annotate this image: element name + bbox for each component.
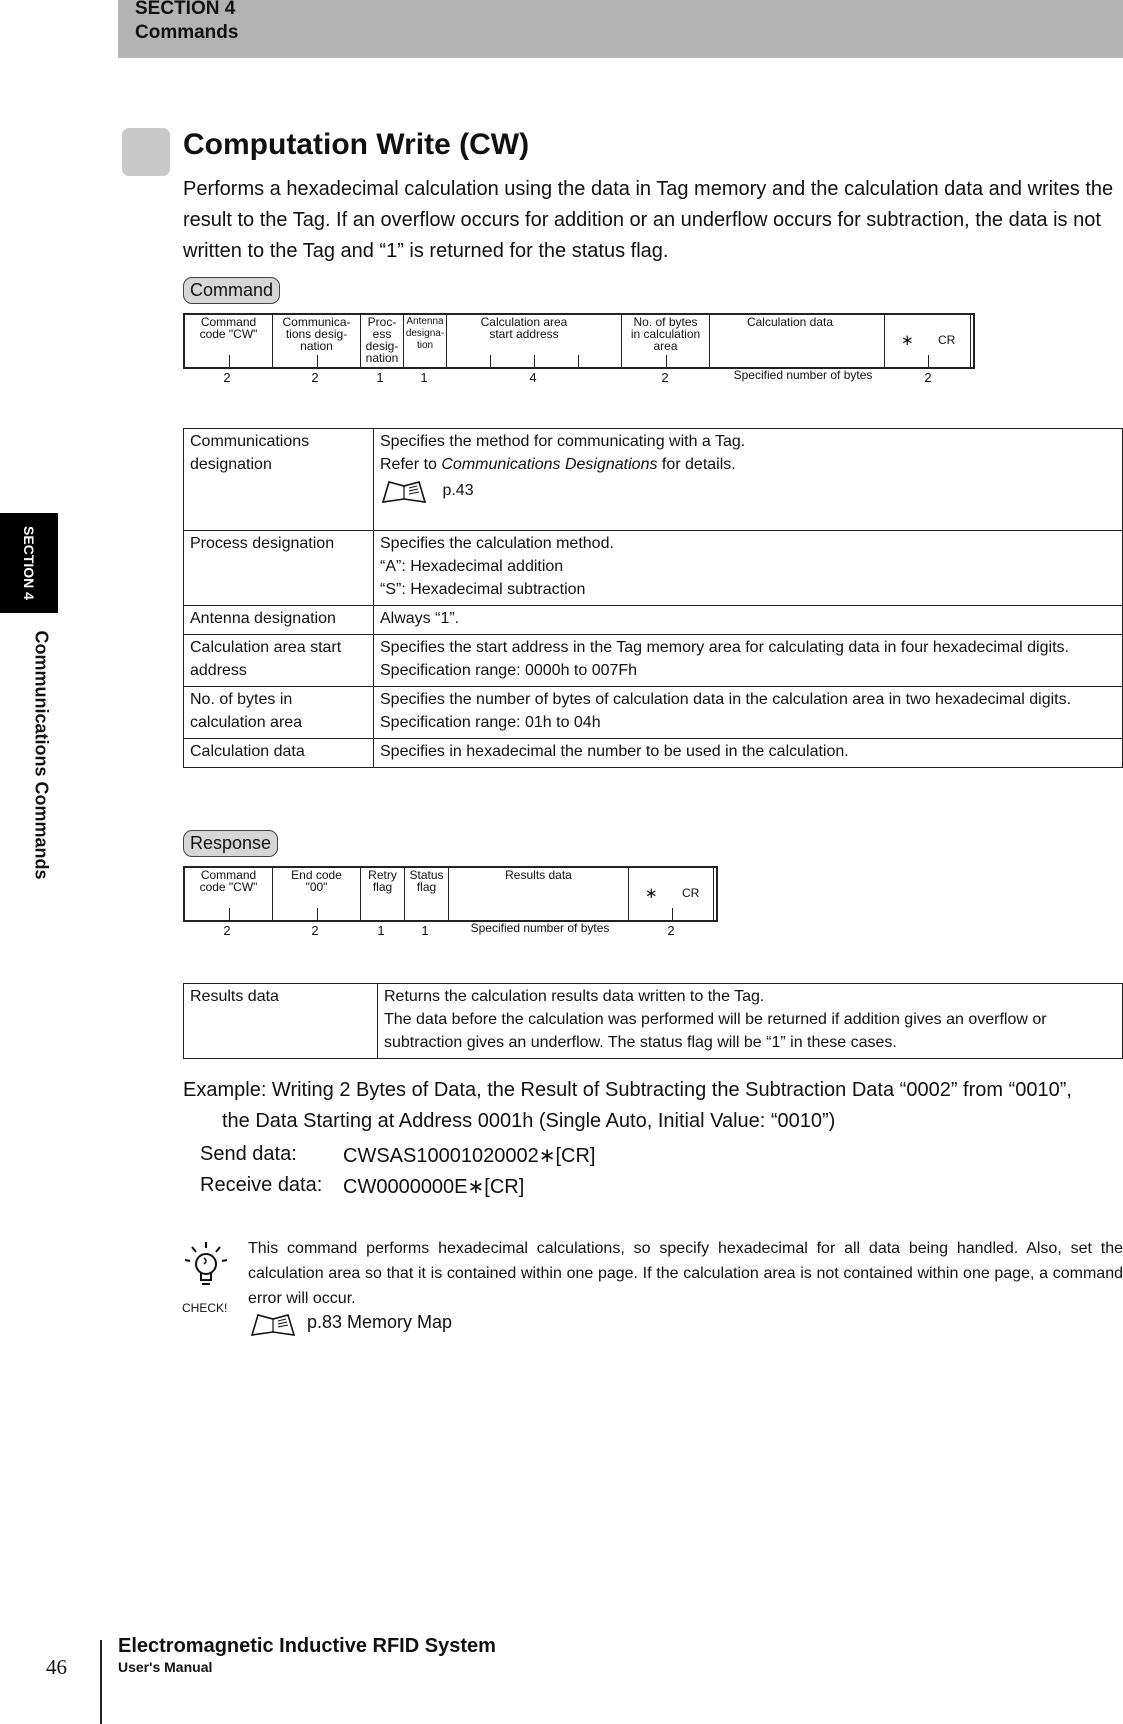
- parameter-description: Returns the calculation results data written to the Tag. The data before the calculation was performed will be returned if addition gives an overflow or subtraction gives an underflow. The status flag will be “1” in these cases.: [378, 984, 1123, 1059]
- response-frame-diagram: [183, 866, 718, 922]
- table-row: [184, 429, 1123, 531]
- parameter-description: Specifies in hexadecimal the number to be used in the calculation.: [374, 739, 1123, 768]
- command-label: Command: [183, 277, 280, 304]
- byte-count: 1: [421, 923, 429, 938]
- byte-count: 1: [377, 923, 385, 938]
- manual-title: Electromagnetic Inductive RFID System: [118, 1635, 496, 1657]
- page-number: 46: [46, 1655, 67, 1679]
- manual-subtitle: User's Manual: [118, 1659, 213, 1675]
- example-block: [183, 1075, 1072, 1137]
- byte-count: 2: [223, 923, 231, 938]
- check-note-text: This command performs hexadecimal calculations, so specify hexadecimal for all data being handled. Also, set the calculation area so that it is contained within one page. If the calculation area is not contained within one page, a command error will occur.: [248, 1240, 1123, 1307]
- table-row: [184, 531, 1123, 606]
- byte-count: 2: [223, 370, 231, 385]
- byte-count: Specified number of bytes: [470, 921, 610, 935]
- command-frame-diagram: [183, 313, 975, 369]
- response-parameter-table: [183, 983, 1123, 1059]
- parameter-name: Calculation area start address: [184, 635, 374, 687]
- cr-symbol: CR: [682, 886, 700, 900]
- page-reference[interactable]: p.43: [442, 482, 474, 500]
- parameter-description: Always “1”.: [374, 606, 1123, 635]
- table-row: [184, 606, 1123, 635]
- header-section-title: Commands: [135, 22, 239, 43]
- parameter-name: No. of bytes in calculation area: [184, 687, 374, 739]
- parameter-description: Specifies the start address in the Tag memory area for calculating data in four hexadecimal digits. Specification range: 0000h to 007Fh: [374, 635, 1123, 687]
- table-row: [184, 635, 1123, 687]
- parameter-name: Antenna designation: [184, 606, 374, 635]
- table-row: [184, 687, 1123, 739]
- frame-field-command-code: Command code "CW": [185, 315, 273, 367]
- title-marker: [122, 128, 170, 176]
- parameter-description: Specifies the calculation method. “A”: Hexadecimal addition “S”: Hexadecimal subtraction: [374, 531, 1123, 606]
- footer-divider: [100, 1640, 102, 1724]
- frame-field-status-flag: Status flag: [405, 868, 449, 920]
- frame-field-end-code: End code "00": [273, 868, 361, 920]
- asterisk-symbol: ∗: [901, 332, 914, 349]
- frame-field-number-of-bytes: No. of bytes in calculation area: [622, 315, 710, 367]
- example-heading-continued: the Data Starting at Address 0001h (Single Auto, Initial Value: “0010”): [222, 1110, 836, 1132]
- side-chapter-title: Communications Commands: [31, 630, 52, 880]
- byte-count: 2: [311, 370, 319, 385]
- frame-field-retry-flag: Retry flag: [361, 868, 405, 920]
- frame-field-communications-designation: Communica- tions desig- nation: [273, 315, 361, 367]
- reference-book-icon: [380, 477, 428, 505]
- byte-count: 2: [311, 923, 319, 938]
- byte-count: 2: [924, 370, 932, 385]
- frame-field-process-designation: Proc- ess desig- nation: [361, 315, 404, 367]
- reference-book-icon: [249, 1310, 297, 1338]
- frame-field-command-code: Command code "CW": [185, 868, 273, 920]
- parameter-name: Communications designation: [184, 429, 374, 531]
- send-data-label: Send data:: [200, 1143, 297, 1165]
- byte-count: 4: [529, 370, 537, 385]
- table-row: [184, 984, 1123, 1059]
- intro-paragraph: Performs a hexadecimal calculation using the data in Tag memory and the calculation data and writes the result to the Tag. If an overflow occurs for addition or an underflow occurs for subtraction, the data is not written to the Tag and “1” is returned for the status flag.: [183, 178, 1114, 262]
- receive-data-label: Receive data:: [200, 1174, 323, 1196]
- header-section-label: SECTION 4: [135, 0, 236, 19]
- byte-count: 1: [420, 370, 428, 385]
- parameter-name: Process designation: [184, 531, 374, 606]
- parameter-name: Calculation data: [184, 739, 374, 768]
- check-lightbulb-icon: [180, 1240, 234, 1300]
- section-header-bar: [118, 0, 1123, 58]
- parameter-description: Specifies the method for communicating with a Tag. Refer to Communications Designations for details. p.43: [374, 429, 1123, 531]
- byte-count: 2: [667, 923, 675, 938]
- check-icon-label: CHECK!: [182, 1301, 228, 1315]
- command-parameter-table: [183, 428, 1123, 768]
- receive-data-value: CW0000000E∗[CR]: [343, 1176, 525, 1198]
- send-data-value: CWSAS10001020002∗[CR]: [343, 1145, 596, 1167]
- frame-field-calculation-data: Calculation data: [710, 315, 885, 367]
- frame-field-antenna-designation: Antenna designa- tion: [404, 315, 447, 367]
- page-title: Computation Write (CW): [183, 128, 530, 161]
- response-label: Response: [183, 830, 278, 857]
- memory-map-reference[interactable]: p.83 Memory Map: [307, 1312, 453, 1332]
- parameter-description: Specifies the number of bytes of calculation data in the calculation area in two hexadecimal digits. Specification range: 01h to 04h: [374, 687, 1123, 739]
- parameter-name: Results data: [184, 984, 378, 1059]
- side-section-label: SECTION 4: [21, 526, 37, 600]
- cr-symbol: CR: [938, 333, 956, 347]
- frame-field-calculation-area-start-address: Calculation area start address: [447, 315, 622, 367]
- byte-count: 1: [376, 370, 384, 385]
- frame-field-results-data: Results data: [449, 868, 629, 920]
- byte-count: Specified number of bytes: [733, 368, 873, 382]
- table-row: [184, 739, 1123, 768]
- byte-count: 2: [661, 370, 669, 385]
- asterisk-symbol: ∗: [645, 885, 658, 902]
- example-heading: Example: Writing 2 Bytes of Data, the Result of Subtracting the Subtraction Data “0002” from “0010”,: [183, 1079, 1072, 1101]
